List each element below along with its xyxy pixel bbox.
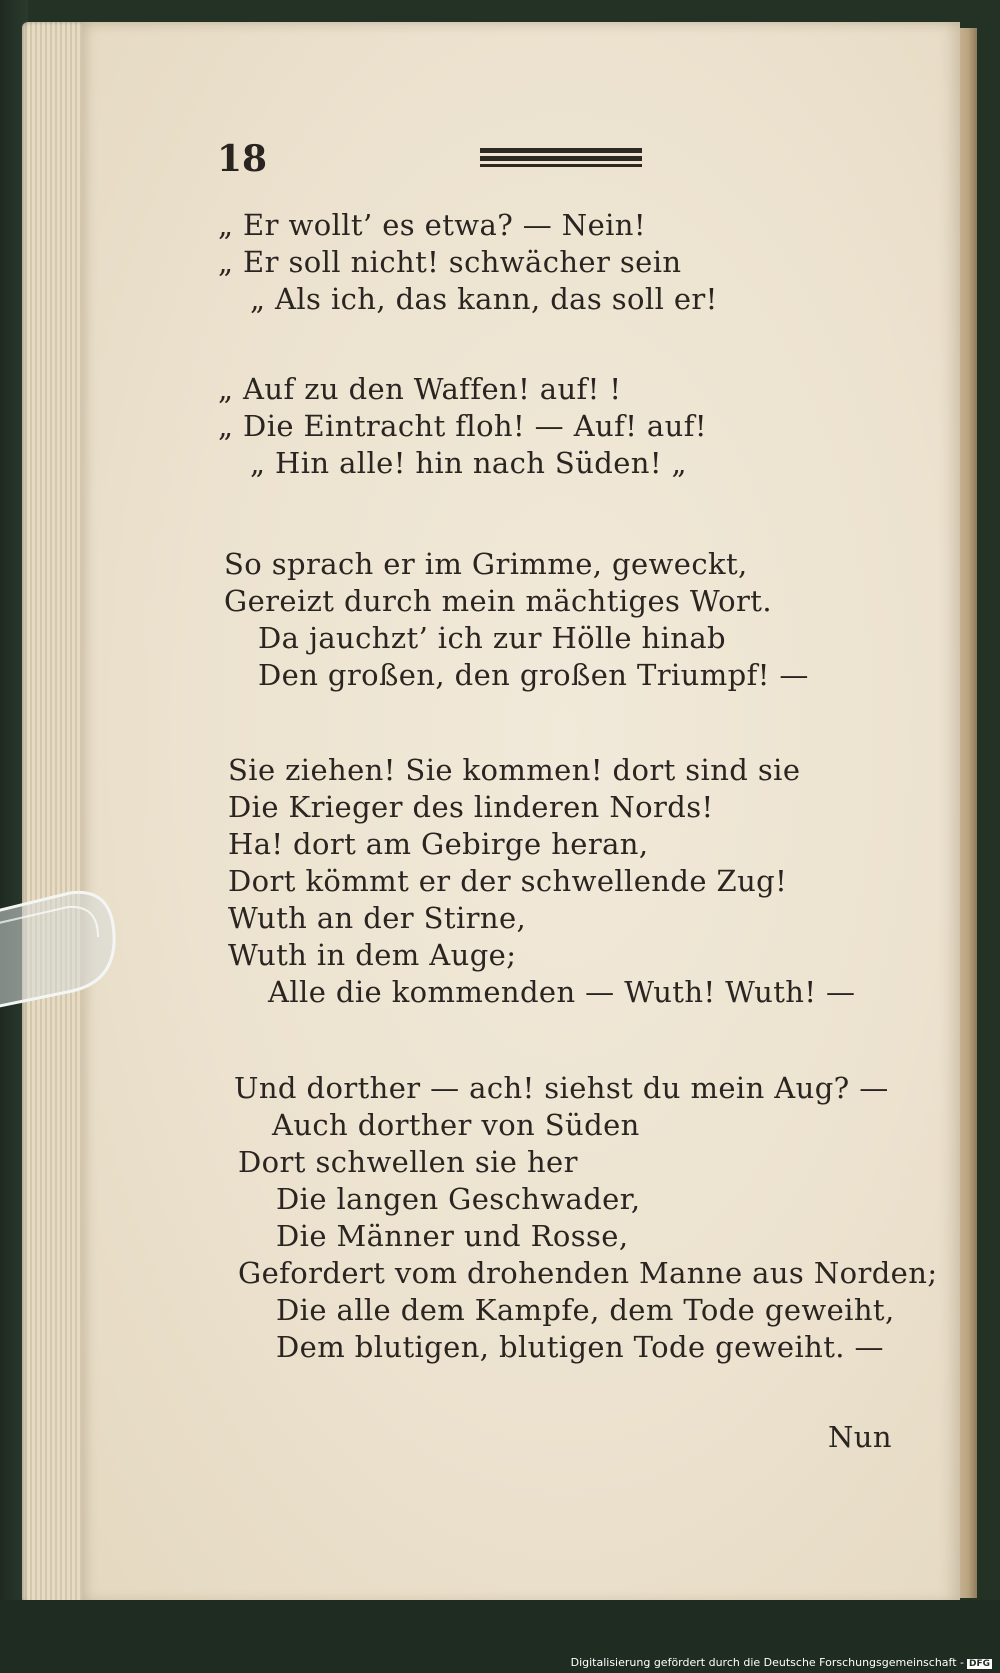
page-number: 18 — [217, 138, 268, 180]
poem-line: Alle die kommenden — Wuth! Wuth! — — [268, 975, 856, 1009]
poem-line: Die alle dem Kampfe, dem Tode geweiht, — [276, 1293, 895, 1327]
dfg-logo: DFG — [968, 1659, 990, 1669]
poem-line: Wuth in dem Auge; — [228, 938, 517, 972]
poem-line: Die Männer und Rosse, — [276, 1219, 629, 1253]
poem-line: „ Auf zu den Waffen! auf! ! — [218, 372, 622, 406]
poem-line: Gereizt durch mein mächtiges Wort. — [224, 584, 772, 618]
poem-line: „ Die Eintracht floh! — Auf! auf! — [218, 409, 707, 443]
poem-line: Den großen, den großen Triumpf! — — [258, 658, 809, 692]
poem-line: „ Er wollt’ es etwa? — Nein! — [218, 208, 646, 242]
poem-line: „ Hin alle! hin nach Süden! „ — [250, 446, 687, 480]
poem-line: Die langen Geschwader, — [276, 1182, 641, 1216]
poem-line: Wuth an der Stirne, — [228, 901, 527, 935]
poem-line: Dem blutigen, blutigen Tode geweiht. — — [276, 1330, 884, 1364]
poem-line: „ Als ich, das kann, das soll er! — [250, 282, 718, 316]
poem-line: Und dorther — ach! siehst du mein Aug? — — [234, 1071, 889, 1105]
poem-line: Dort kömmt er der schwellende Zug! — [228, 864, 788, 898]
book-clip — [0, 885, 130, 1015]
poem-line: „ Er soll nicht! schwächer sein — [218, 245, 682, 279]
catchword: Nun — [828, 1420, 892, 1454]
poem-line: Sie ziehen! Sie kommen! dort sind sie — [228, 753, 801, 787]
footer-credit-text: Digitalisierung gefördert durch die Deutsche Forschungsgemeinschaft - — [570, 1656, 964, 1669]
poem-line: So sprach er im Grimme, geweckt, — [224, 547, 748, 581]
poem-line: Ha! dort am Gebirge heran, — [228, 827, 649, 861]
poem-line: Gefordert vom drohenden Manne aus Norden; — [238, 1256, 938, 1290]
header-ornament — [480, 148, 642, 168]
poem-line: Dort schwellen sie her — [238, 1145, 578, 1179]
poem-line: Da jauchzt’ ich zur Hölle hinab — [258, 621, 727, 655]
poem-line: Auch dorther von Süden — [272, 1108, 640, 1142]
footer-credit — [571, 1656, 992, 1669]
poem-line: Die Krieger des linderen Nords! — [228, 790, 714, 824]
